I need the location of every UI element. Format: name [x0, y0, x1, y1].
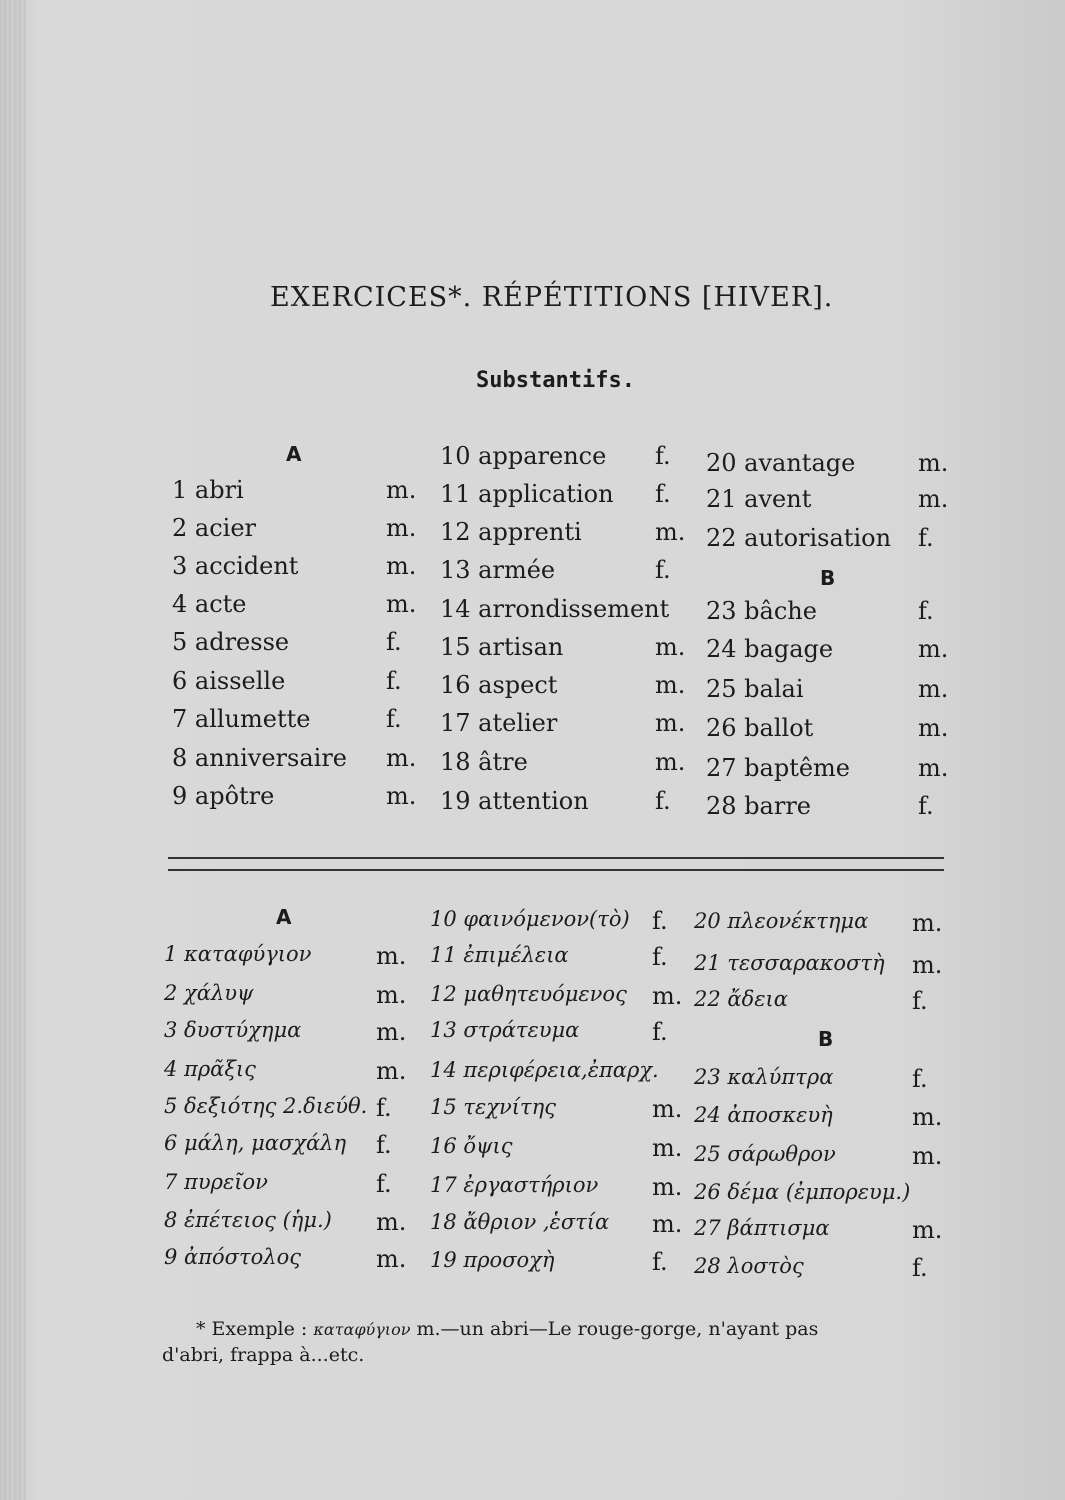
- vocab-word: 7 πυρεῖον: [164, 1170, 268, 1194]
- vocab-word: 21 avent: [706, 485, 812, 513]
- vocab-gender: m.: [918, 754, 949, 782]
- greek-heading-b: B: [818, 1027, 834, 1051]
- vocab-word: 24 ἀποσκευὴ: [694, 1103, 833, 1127]
- vocab-word: 2 χάλυψ: [164, 981, 254, 1005]
- vocab-gender: f.: [918, 792, 934, 820]
- vocab-word: 22 ἄδεια: [694, 987, 788, 1011]
- vocab-gender: m.: [655, 633, 686, 661]
- vocab-word: 2 acier: [172, 514, 256, 542]
- vocab-gender: f.: [386, 667, 402, 695]
- vocab-word: 27 βάπτισμα: [694, 1216, 830, 1240]
- vocab-word: 15 τεχνίτης: [430, 1095, 556, 1119]
- vocab-gender: m.: [912, 1216, 943, 1244]
- french-heading-a: A: [286, 442, 302, 466]
- vocab-gender: m.: [655, 748, 686, 776]
- vocab-word: 14 arrondissement: [440, 595, 670, 623]
- vocab-gender: f.: [655, 480, 671, 508]
- vocab-word: 1 καταφύγιον: [164, 942, 312, 966]
- vocab-word: 17 atelier: [440, 709, 558, 737]
- vocab-word: 3 accident: [172, 552, 299, 580]
- vocab-gender: m.: [912, 951, 943, 979]
- vocab-word: 24 bagage: [706, 635, 834, 663]
- vocab-gender: f.: [655, 787, 671, 815]
- divider-rule-bottom: [168, 869, 944, 871]
- vocab-gender: f.: [912, 987, 928, 1015]
- vocab-word: 13 armée: [440, 556, 556, 584]
- vocab-word: 4 πρᾶξις: [164, 1057, 256, 1081]
- vocab-word: 6 aisselle: [172, 667, 286, 695]
- vocab-gender: m.: [918, 449, 949, 477]
- vocab-gender: f.: [652, 943, 668, 971]
- vocab-gender: f.: [912, 1065, 928, 1093]
- vocab-gender: m.: [386, 782, 417, 810]
- vocab-gender: m.: [918, 714, 949, 742]
- vocab-word: 12 apprenti: [440, 518, 582, 546]
- vocab-gender: m.: [918, 675, 949, 703]
- vocab-word: 11 ἐπιμέλεια: [430, 943, 569, 967]
- vocab-gender: m.: [386, 590, 417, 618]
- vocab-word: 28 barre: [706, 792, 811, 820]
- vocab-word: 22 autorisation: [706, 524, 892, 552]
- vocab-gender: m.: [376, 1018, 407, 1046]
- vocab-word: 5 δεξιότης 2.διεύθ.: [164, 1094, 368, 1118]
- vocab-word: 18 âtre: [440, 748, 528, 776]
- vocab-gender: m.: [386, 514, 417, 542]
- vocab-word: 5 adresse: [172, 628, 290, 656]
- vocab-word: 28 λοστὸς: [694, 1254, 804, 1278]
- vocab-gender: f.: [376, 1170, 392, 1198]
- vocab-gender: m.: [652, 1210, 683, 1238]
- vocab-gender: f.: [918, 524, 934, 552]
- vocab-gender: f.: [652, 1248, 668, 1276]
- vocab-gender: m.: [912, 1103, 943, 1131]
- vocab-word: 1 abri: [172, 476, 244, 504]
- vocab-word: 4 acte: [172, 590, 247, 618]
- vocab-gender: f.: [912, 1254, 928, 1282]
- vocab-word: 16 ὄψις: [430, 1134, 513, 1158]
- vocab-gender: m.: [652, 1095, 683, 1123]
- vocab-word: 25 σάρωθρον: [694, 1142, 836, 1166]
- vocab-word: 9 ἀπόστολος: [164, 1245, 301, 1269]
- vocab-word: 8 anniversaire: [172, 744, 348, 772]
- vocab-word: 23 bâche: [706, 597, 817, 625]
- vocab-word: 3 δυστύχημα: [164, 1018, 302, 1042]
- vocab-gender: m.: [652, 982, 683, 1010]
- vocab-gender: f.: [918, 597, 934, 625]
- vocab-gender: m.: [918, 485, 949, 513]
- section-subtitle: Substantifs.: [476, 368, 635, 393]
- vocab-word: 17 ἐργαστήριον: [430, 1173, 599, 1197]
- vocab-word: 15 artisan: [440, 633, 564, 661]
- vocab-word: 26 δέμα (ἐμπορευμ.): [694, 1180, 911, 1204]
- vocab-word: 16 aspect: [440, 671, 558, 699]
- vocab-gender: m.: [376, 1208, 407, 1236]
- vocab-word: 7 allumette: [172, 705, 311, 733]
- vocab-word: 19 προσοχὴ: [430, 1248, 555, 1272]
- vocab-word: 27 baptême: [706, 754, 851, 782]
- vocab-gender: m.: [386, 476, 417, 504]
- divider-rule-top: [168, 857, 944, 859]
- vocab-word: 23 καλύπτρα: [694, 1065, 834, 1089]
- vocab-gender: m.: [652, 1134, 683, 1162]
- vocab-gender: m.: [912, 1142, 943, 1170]
- vocab-word: 19 attention: [440, 787, 589, 815]
- vocab-gender: m.: [652, 1173, 683, 1201]
- vocab-gender: m.: [655, 671, 686, 699]
- vocab-word: 18 ἄθριον ,ἑστία: [430, 1210, 610, 1234]
- vocab-word: 8 ἐπέτειος (ἡμ.): [164, 1208, 332, 1232]
- vocab-word: 20 avantage: [706, 449, 856, 477]
- vocab-word: 20 πλεονέκτημα: [694, 909, 869, 933]
- vocab-gender: f.: [376, 1094, 392, 1122]
- vocab-gender: m.: [376, 1057, 407, 1085]
- footnote-prefix: * Exemple :: [196, 1318, 308, 1340]
- vocab-gender: m.: [386, 744, 417, 772]
- vocab-word: 21 τεσσαρακοστὴ: [694, 951, 885, 975]
- vocab-gender: f.: [386, 628, 402, 656]
- greek-heading-a: A: [276, 905, 292, 929]
- vocab-gender: f.: [652, 907, 668, 935]
- footnote-line-2: d'abri, frappa à...etc.: [162, 1344, 365, 1366]
- vocab-gender: m.: [376, 981, 407, 1009]
- vocab-gender: m.: [376, 942, 407, 970]
- vocab-word: 6 μάλη, μασχάλη: [164, 1131, 347, 1155]
- footnote-line-1: [196, 1318, 818, 1340]
- vocab-word: 10 φαινόμενον(τὸ): [430, 907, 630, 931]
- footnote-text: m.—un abri—Le rouge-gorge, n'ayant pas: [416, 1318, 819, 1340]
- vocab-gender: m.: [386, 552, 417, 580]
- footnote-greek-word: καταφύγιον: [313, 1320, 411, 1339]
- vocab-gender: m.: [376, 1245, 407, 1273]
- vocab-word: 10 apparence: [440, 442, 607, 470]
- vocab-gender: f.: [655, 556, 671, 584]
- vocab-word: 12 μαθητευόμενος: [430, 982, 627, 1006]
- vocab-word: 9 apôtre: [172, 782, 275, 810]
- vocab-gender: m.: [918, 635, 949, 663]
- vocab-gender: m.: [655, 518, 686, 546]
- vocab-gender: f.: [386, 705, 402, 733]
- page-title: EXERCICES*. RÉPÉTITIONS [HIVER].: [270, 282, 834, 313]
- vocab-word: 14 περιφέρεια,ἐπαρχ.: [430, 1058, 659, 1082]
- page-edge-shadow: [0, 0, 26, 1500]
- vocab-word: 26 ballot: [706, 714, 814, 742]
- vocab-gender: m.: [912, 909, 943, 937]
- vocab-gender: f.: [655, 442, 671, 470]
- vocab-gender: m.: [655, 709, 686, 737]
- vocab-word: 11 application: [440, 480, 614, 508]
- vocab-gender: f.: [376, 1131, 392, 1159]
- french-heading-b: B: [820, 566, 836, 590]
- vocab-word: 25 balai: [706, 675, 804, 703]
- vocab-word: 13 στράτευμα: [430, 1018, 580, 1042]
- vocab-gender: f.: [652, 1018, 668, 1046]
